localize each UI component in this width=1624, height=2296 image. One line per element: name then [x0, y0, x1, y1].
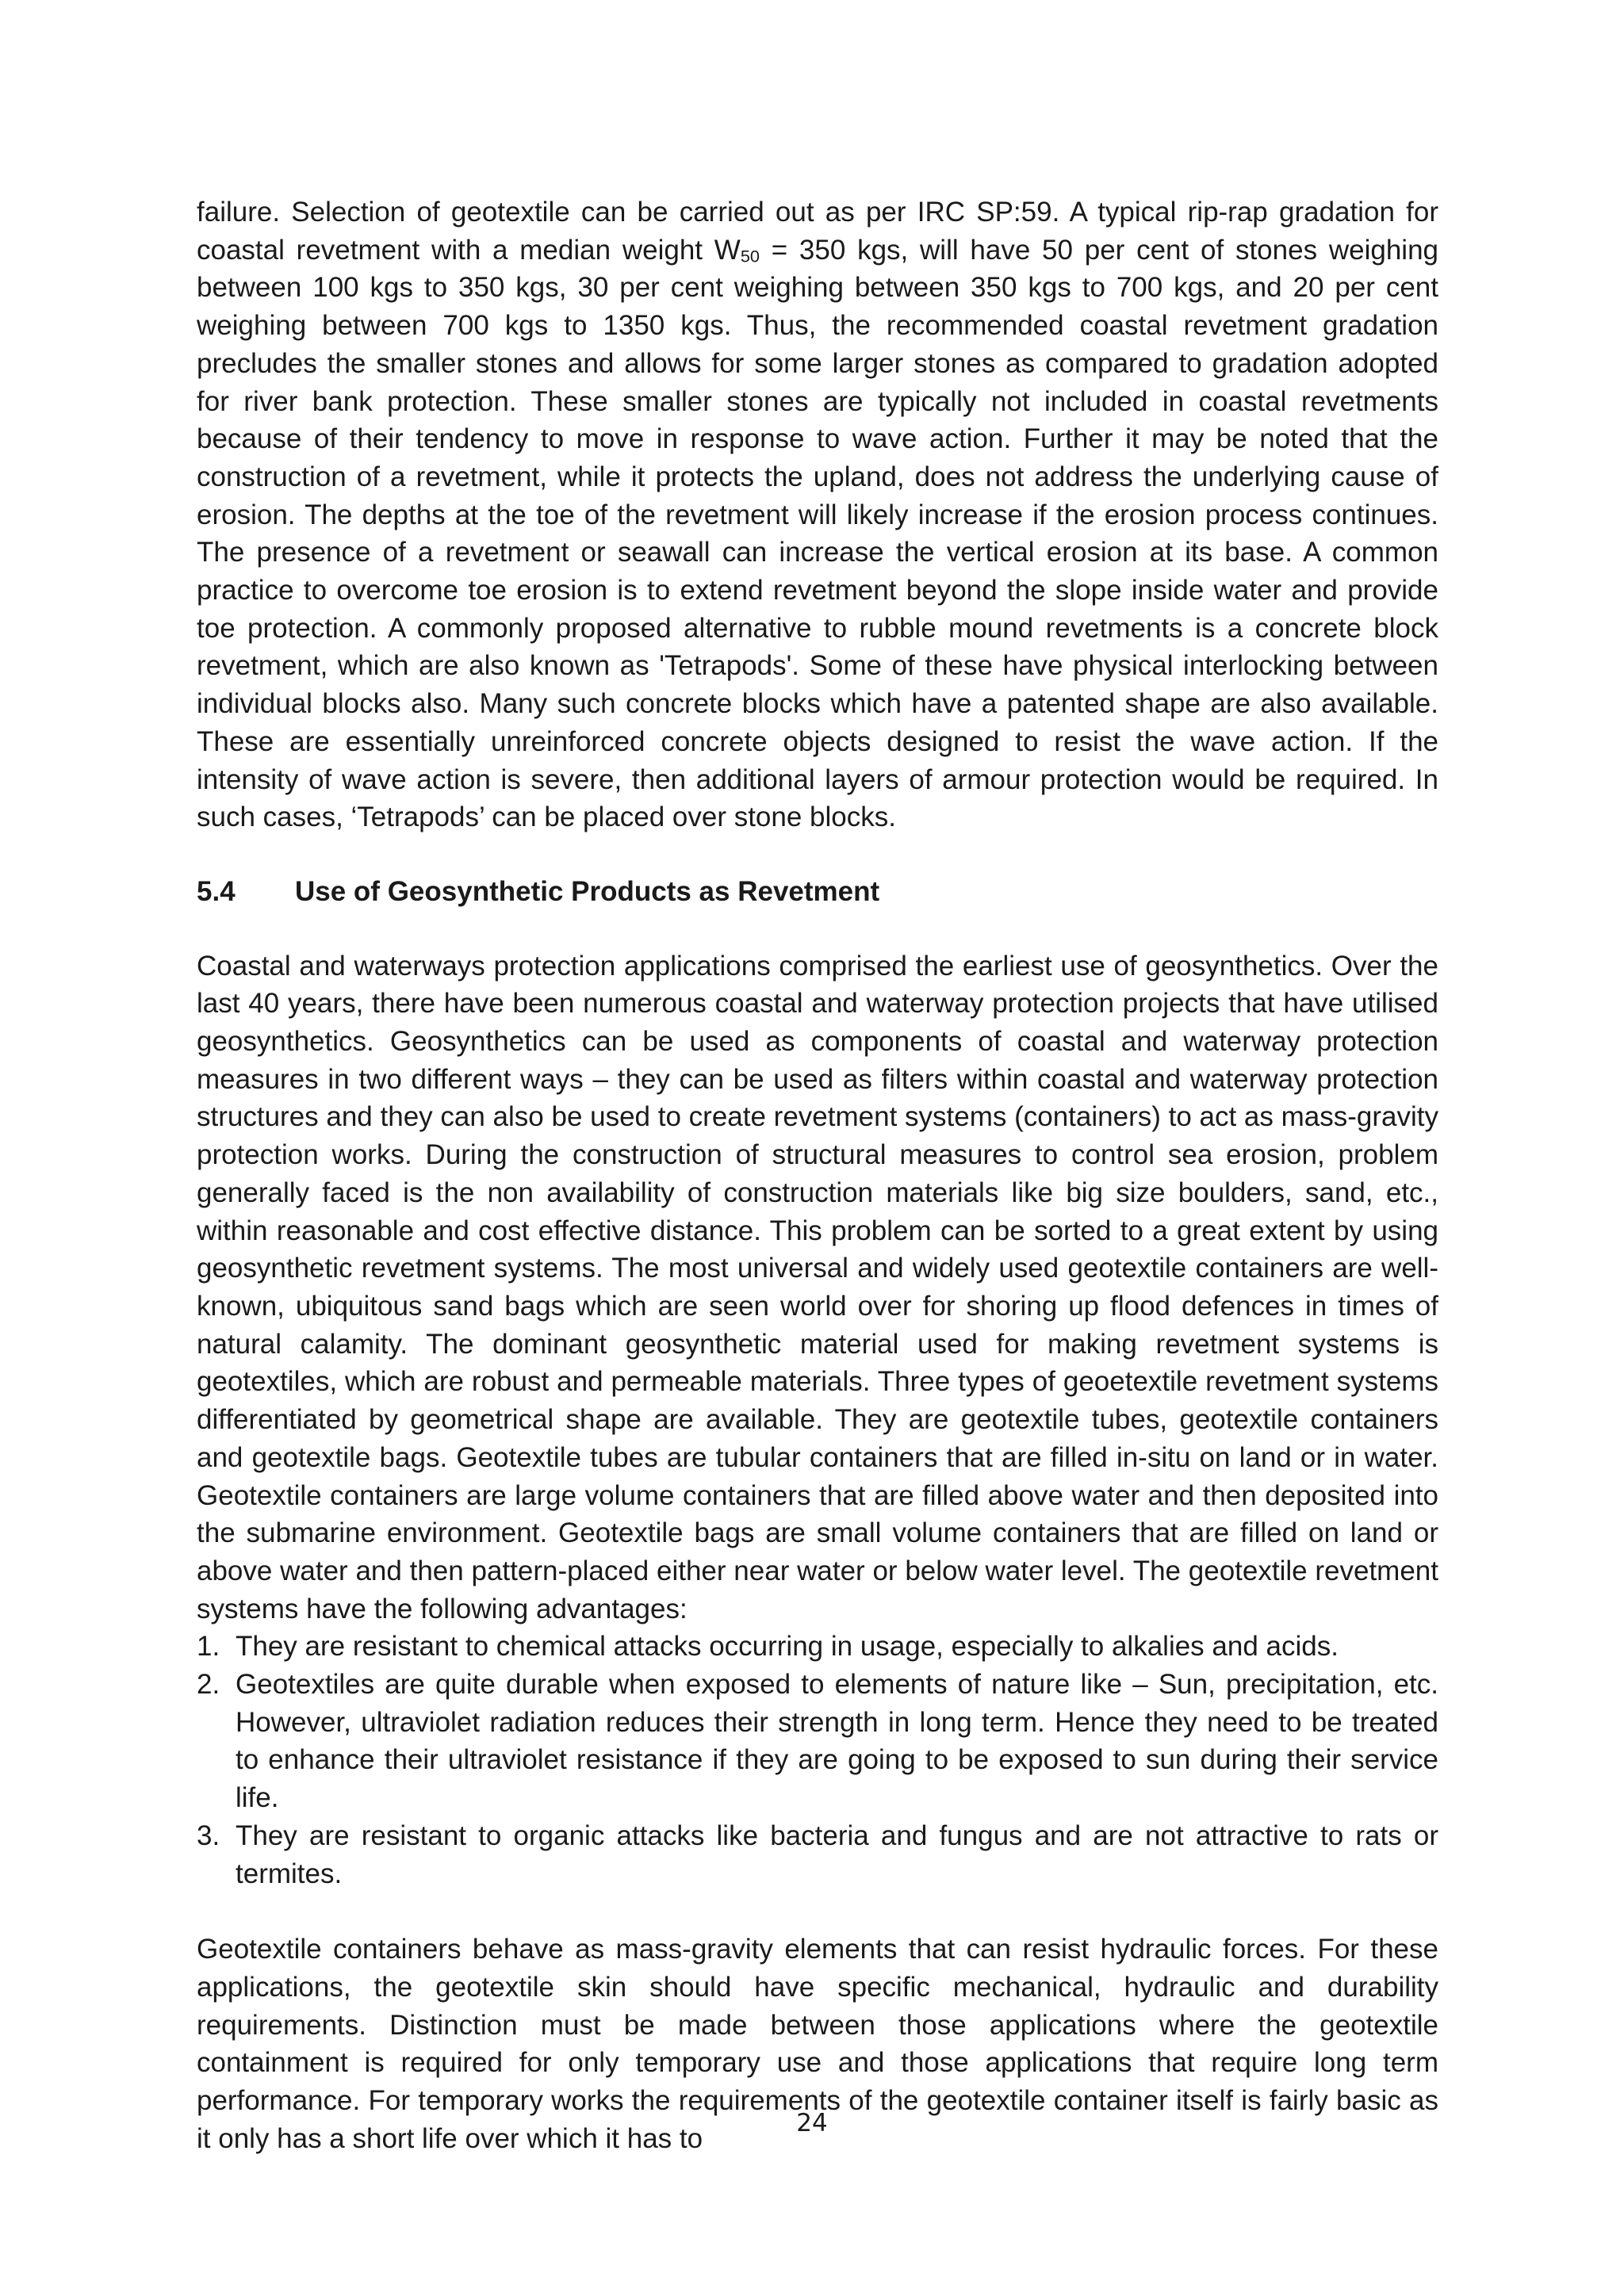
list-item-number: 1.	[197, 1631, 220, 1663]
paragraph-text-part: failure. Selection of geotextile can be carried out as per IRC SP:59. A typical rip-rap gradation for coastal revetment with a median weight W	[197, 197, 1438, 266]
list-item-text: They are resistant to organic attacks like bacteria and fungus and are not attractive to rats or termites.	[236, 1820, 1438, 1889]
subscript-50: 50	[740, 245, 760, 266]
advantages-list	[197, 1628, 1438, 1892]
list-item	[197, 1817, 1438, 1892]
page-body	[197, 193, 1438, 2157]
paragraph-geotextile-containers: Geotextile containers behave as mass-gravity elements that can resist hydraulic forces. For these applications, the geotextile skin should have specific mechanical, hydraulic and durability requirements. Distinction must be made between those applications where the geotextile containment is required for only temporary use and those applications that require long term performance. For temporary works the requirements of the geotextile container itself is fairly basic as it only has a short life over which it has to	[197, 1934, 1438, 2154]
section-number: 5.4	[197, 875, 236, 907]
paragraph-rip-rap-gradation	[197, 193, 1438, 836]
list-item	[197, 1628, 1438, 1666]
paragraph-text-part: = 350 kgs, will have 50 per cent of stones weighing between 100 kgs to 350 kgs, 30 per cent weighing between 350 kgs to 700 kgs, and 20 per cent weighing between 700 kgs to 1350 kgs. Thus, the recommended coastal revetment gradation precludes the smaller stones and allows for some larger stones as compared to gradation adopted for river bank protection. These smaller stones are typically not included in coastal revetments because of their tendency to move in response to wave action. Further it may be noted that the construction of a revetment, while it protects the upland, does not address the underlying cause of erosion. The depths at the toe of the revetment will likely increase if the erosion process continues. The presence of a revetment or seawall can increase the vertical erosion at its base. A common practice to overcome toe erosion is to extend revetment beyond the slope inside water and provide toe protection. A commonly proposed alternative to rubble mound revetments is a concrete block revetment, which are also known as 'Tetrapods'. Some of these have physical interlocking between individual blocks also. Many such concrete blocks which have a patented shape are also available. These are essentially unreinforced concrete objects designed to resist the wave action. If the intensity of wave action is severe, then additional layers of armour protection would be required. In such cases, ‘Tetrapods’ can be placed over stone blocks.	[197, 234, 1438, 833]
page-number: 24	[796, 2109, 828, 2137]
list-item-text: They are resistant to chemical attacks occurring in usage, especially to alkalies and acids.	[236, 1631, 1339, 1663]
section-title: Use of Geosynthetic Products as Revetment	[295, 875, 880, 907]
paragraph-geosynthetics-intro: Coastal and waterways protection applications comprised the earliest use of geosynthetics. Over the last 40 years, there have been numerous coastal and waterway protection projects that have utilised geosynthetics. Geosynthetics can be used as components of coastal and waterway protection measures in two different ways – they can be used as filters within coastal and waterway protection structures and they can also be used to create revetment systems (containers) to act as mass-gravity protection works. During the construction of structural measures to control sea erosion, problem generally faced is the non availability of construction materials like big size boulders, sand, etc., within reasonable and cost effective distance. This problem can be sorted to a great extent by using geosynthetic revetment systems. The most universal and widely used geotextile containers are well-known, ubiquitous sand bags which are seen world over for shoring up flood defences in times of natural calamity. The dominant geosynthetic material used for making revetment systems is geotextiles, which are robust and permeable materials. Three types of geoetextile revetment systems differentiated by geometrical shape are available. They are geotextile tubes, geotextile containers and geotextile bags. Geotextile tubes are tubular containers that are filled in-situ on land or in water. Geotextile containers are large volume containers that are filled above water and then deposited into the submarine environment. Geotextile bags are small volume containers that are filled on land or above water and then pattern-placed either near water or below water level. The geotextile revetment systems have the following advantages:	[197, 950, 1438, 1624]
list-item-number: 3.	[197, 1820, 220, 1851]
list-item	[197, 1666, 1438, 1817]
list-item-text: Geotextiles are quite durable when exposed to elements of nature like – Sun, precipitation, etc. However, ultraviolet radiation reduces their strength in long term. Hence they need to be treated to enhance their ultraviolet resistance if they are going to be exposed to sun during their service life.	[236, 1669, 1438, 1814]
list-item-number: 2.	[197, 1669, 220, 1701]
section-heading	[197, 873, 1438, 911]
